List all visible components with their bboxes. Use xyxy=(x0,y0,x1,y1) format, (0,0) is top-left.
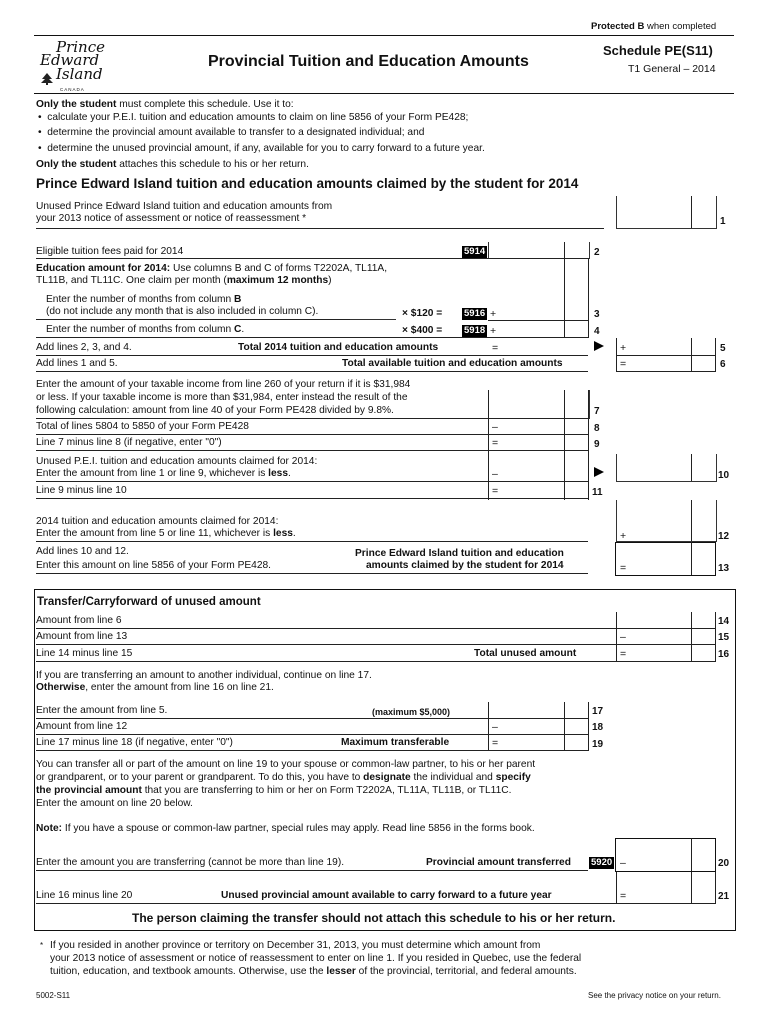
attach-line xyxy=(36,159,309,171)
line12-text-b xyxy=(36,528,296,540)
logo-canada: CANADA xyxy=(60,87,85,92)
line13-amount-field[interactable] xyxy=(615,542,716,576)
line14-underline xyxy=(36,628,716,629)
protected-b: Protected B xyxy=(591,21,645,32)
transfer-para-1: You can transfer all or part of the amount on line 19 to your spouse or common-law partner, to his or her parent xyxy=(36,759,536,770)
protected-label xyxy=(591,21,716,33)
line21-right: Unused provincial amount available to carry forward to a future year xyxy=(221,890,552,901)
line5-right: Total 2014 tuition and education amounts xyxy=(238,342,439,353)
line20-left: Enter the amount you are transferring (cannot be more than line 19). xyxy=(36,857,345,868)
line5-underline xyxy=(36,355,588,356)
line9-equals: = xyxy=(492,437,499,449)
line1-underline xyxy=(36,228,604,229)
line18-minus: – xyxy=(492,721,498,733)
line18-text: Amount from line 12 xyxy=(36,721,128,732)
line11-underline xyxy=(36,498,588,499)
footnote-star: * xyxy=(40,941,44,950)
footnote-2: your 2013 notice of assessment or notice of reassessment to enter on line 1. If you resided in Quebec, use the federal xyxy=(50,953,582,964)
line17-19-left xyxy=(488,702,489,751)
section2-heading: Transfer/Carryforward of unused amount xyxy=(37,596,261,608)
line8-minus: – xyxy=(492,421,498,433)
l10-end: . xyxy=(288,468,291,479)
line10-arrow-icon xyxy=(594,467,604,477)
line21-left-edge xyxy=(616,872,617,904)
line1-cents-divider xyxy=(691,196,692,228)
bullet-2-text: determine the provincial amount available to transfer to a designated individual; and xyxy=(47,127,425,138)
line11-equals: = xyxy=(492,485,499,497)
p3-a: the provincial amount xyxy=(36,785,142,796)
line10-text-a: Unused P.E.I. tuition and education amounts claimed for 2014: xyxy=(36,456,318,467)
line-number-15: 15 xyxy=(718,632,730,643)
line7-cents-divider xyxy=(564,390,565,500)
line3-text-a xyxy=(46,294,241,306)
line4-underline xyxy=(36,337,588,338)
instruction-2 xyxy=(36,682,274,694)
line5-plus: + xyxy=(620,342,627,354)
line-number-12: 12 xyxy=(718,531,730,542)
right-col-divider-a xyxy=(616,338,617,372)
intro-bold: Only the student xyxy=(36,99,117,110)
line7-text-c: following calculation: amount from line 40 of your Form PE428 divided by 9.8%. xyxy=(36,405,394,416)
p2-b: designate xyxy=(363,772,411,783)
line14-16-right xyxy=(715,612,716,662)
inst2-bold: Otherwise xyxy=(36,682,86,693)
bullet-3: • determine the unused provincial amount, if any, available for you to carry forward to a future year. xyxy=(38,143,485,154)
line10-cents-divider xyxy=(691,454,692,481)
line-number-4: 4 xyxy=(594,326,600,337)
p2-a: or grandparent, or to your parent or grandparent. To do this, you have to xyxy=(36,772,364,783)
form-id: T1 General – 2014 xyxy=(628,63,716,75)
line21-underline xyxy=(36,903,716,904)
bullet-1-text: calculate your P.E.I. tuition and education amounts to claim on line 5856 of your Form PE428; xyxy=(47,112,469,123)
code-5918: 5918 xyxy=(464,325,486,336)
line7-right-edge xyxy=(588,390,589,500)
line-number-16: 16 xyxy=(718,649,730,660)
intro-line xyxy=(36,99,294,111)
line-number-21: 21 xyxy=(718,891,730,902)
line-number-3: 3 xyxy=(594,309,600,320)
line15-minus: – xyxy=(620,631,626,643)
line20-underline xyxy=(36,870,588,871)
page-title: Provincial Tuition and Education Amounts xyxy=(208,53,529,70)
transfer-para-4: Enter the amount on line 20 below. xyxy=(36,798,193,809)
logo-prince: Prince xyxy=(56,38,105,56)
edu-amount-text xyxy=(36,263,387,275)
line4-plus: + xyxy=(490,325,497,337)
line-number-6: 6 xyxy=(720,359,726,370)
line2-text: Eligible tuition fees paid for 2014 xyxy=(36,246,184,257)
line1-text-b: your 2013 notice of assessment or notice of reassessment * xyxy=(36,213,307,224)
line13-underline xyxy=(36,573,588,574)
line20-right: Provincial amount transferred xyxy=(426,857,571,868)
line12-text-a: 2014 tuition and education amounts claimed for 2014: xyxy=(36,516,279,527)
note-bold: Note: xyxy=(36,823,63,834)
f3-b: lesser xyxy=(326,966,356,977)
edu2-a: TL11B, and TL11C. One claim per month ( xyxy=(36,275,227,286)
line12-cents-divider xyxy=(691,500,692,541)
p2-c: the individual and xyxy=(410,772,496,783)
attach-bold: Only the student xyxy=(36,159,117,170)
line5-field-underline xyxy=(616,355,715,356)
line11-text: Line 9 minus line 10 xyxy=(36,485,127,496)
line17-19-cents xyxy=(564,702,565,751)
line-number-13: 13 xyxy=(718,563,730,574)
tree-icon xyxy=(40,72,54,84)
line3-right-edge xyxy=(588,258,589,338)
code-5914: 5914 xyxy=(464,246,486,257)
line4-text xyxy=(46,324,244,336)
edu-bold: Education amount for 2014: xyxy=(36,263,171,274)
schedule-id: Schedule PE(S11) xyxy=(603,43,713,58)
attach-rest: attaches this schedule to his or her return. xyxy=(116,159,309,170)
transfer-para-3 xyxy=(36,785,511,797)
line14-16-left xyxy=(616,612,617,662)
line6-right: Total available tuition and education amounts xyxy=(342,358,563,369)
line15-text: Amount from line 13 xyxy=(36,631,128,642)
bullet-1: • calculate your P.E.I. tuition and education amounts to claim on line 5856 of your Form PE428; xyxy=(38,112,469,123)
line9-text: Line 7 minus line 8 (if negative, enter "0") xyxy=(36,437,222,448)
privacy-notice: See the privacy notice on your return. xyxy=(588,991,721,1000)
l10-pre: Enter the amount from line 1 or line 9, whichever is xyxy=(36,468,269,479)
header-top-rule xyxy=(34,35,734,36)
line15-underline xyxy=(36,644,716,645)
line3-field-underline xyxy=(488,320,588,321)
note-line xyxy=(36,823,535,835)
p2-d: specify xyxy=(495,772,531,783)
line7-left-edge xyxy=(488,390,489,500)
section1-heading: Prince Edward Island tuition and education amounts claimed by the student for 2014 xyxy=(36,176,579,191)
line21-cents-divider xyxy=(691,872,692,904)
footnote-1: If you resided in another province or territory on December 31, 2013, you must determine which amount from xyxy=(50,940,541,951)
line5-left: Add lines 2, 3, and 4. xyxy=(36,342,132,353)
line3-cents-divider xyxy=(564,258,565,338)
line-number-20: 20 xyxy=(718,858,730,869)
protected-rest: when completed xyxy=(644,21,717,32)
intro-rest: must complete this schedule. Use it to: xyxy=(116,99,294,110)
line17-text: Enter the amount from line 5. xyxy=(36,705,168,716)
line16-equals: = xyxy=(620,648,627,660)
l12-end: . xyxy=(292,528,296,539)
line13-right-1: Prince Edward Island tuition and education xyxy=(355,548,564,559)
line8-text: Total of lines 5804 to 5850 of your Form PE428 xyxy=(36,421,249,432)
line16-left: Line 14 minus line 15 xyxy=(36,648,133,659)
line3-plus: + xyxy=(490,308,497,320)
line6-underline xyxy=(36,371,588,372)
mult-400: × $400 = xyxy=(402,325,443,336)
f3-c: of the provincial, territorial, and federal amounts. xyxy=(355,966,577,977)
line-number-10: 10 xyxy=(718,470,730,481)
line16-underline xyxy=(36,661,716,662)
line-number-19: 19 xyxy=(592,739,604,750)
l12-pre: Enter the amount from line 5 or line 11, whichever is xyxy=(36,528,274,539)
footnote-3 xyxy=(50,966,577,978)
line-number-17: 17 xyxy=(592,706,604,717)
l4-end: . xyxy=(241,324,245,335)
instruction-1: If you are transferring an amount to another individual, continue on line 17. xyxy=(36,670,372,681)
transfer-warning: The person claiming the transfer should not attach this schedule to his or her return. xyxy=(132,911,616,925)
line20-cents-divider xyxy=(691,838,692,871)
line12-plus: + xyxy=(620,530,627,542)
line-number-11: 11 xyxy=(592,487,603,498)
line-number-1: 1 xyxy=(720,216,726,227)
transfer-para-2 xyxy=(36,772,531,784)
line13-right-2: amounts claimed by the student for 2014 xyxy=(366,560,564,571)
line-number-9: 9 xyxy=(594,439,600,450)
l4-b: C xyxy=(234,324,242,335)
bullet-3-text: determine the unused provincial amount, if any, available for you to carry forward to a future year. xyxy=(47,143,485,154)
edu2-b: maximum 12 months xyxy=(226,275,329,286)
mult-120: × $120 = xyxy=(402,308,443,319)
line-number-8: 8 xyxy=(594,423,600,434)
line6-field-underline xyxy=(616,371,715,372)
line6-equals: = xyxy=(620,358,627,370)
line5-arrow-icon xyxy=(594,341,604,351)
l4-pre: Enter the number of months from column xyxy=(46,324,234,335)
p3-b: that you are transferring to him or her on Form T2202A, TL11A, TL11B, or TL11C. xyxy=(141,785,512,796)
line19-right: Maximum transferable xyxy=(341,737,450,748)
line5-equals: = xyxy=(492,342,499,354)
edu-rest: Use columns B and C of forms T2202A, TL11A, xyxy=(170,263,388,274)
line2-amount-field[interactable] xyxy=(488,242,590,259)
line-number-7: 7 xyxy=(594,406,600,417)
l12-b: less xyxy=(273,528,293,539)
line6-left: Add lines 1 and 5. xyxy=(36,358,118,369)
line9-underline xyxy=(36,450,588,451)
line14-text: Amount from line 6 xyxy=(36,615,122,626)
right-col-cents-a xyxy=(691,338,692,372)
form-code: 5002-S11 xyxy=(36,991,71,1000)
line10-amount-field[interactable] xyxy=(616,454,717,482)
line18-underline xyxy=(36,734,588,735)
inst2-rest: , enter the amount from line 16 on line 21. xyxy=(85,682,274,693)
line13-text-a: Add lines 10 and 12. xyxy=(36,546,129,557)
line13-text-b: Enter this amount on line 5856 of your Form PE428. xyxy=(36,560,272,571)
line7-text-b: or less. If your taxable income is more than $31,984, enter instead the result of the xyxy=(36,392,408,403)
line1-text-a: Unused Prince Edward Island tuition and education amounts from xyxy=(36,201,333,212)
line10-minus: – xyxy=(492,468,498,480)
line-number-2: 2 xyxy=(594,247,600,258)
line12-amount-field[interactable] xyxy=(616,500,717,542)
line19-left: Line 17 minus line 18 (if negative, enter "0") xyxy=(36,737,233,748)
line3-months-field[interactable] xyxy=(350,304,396,320)
line12-underline xyxy=(36,541,588,542)
line17-underline xyxy=(36,718,588,719)
line20-amount-field[interactable] xyxy=(615,838,716,872)
right-col-edge-a xyxy=(715,338,716,372)
edu-amount-text-2 xyxy=(36,275,332,287)
line7-text-a: Enter the amount of your taxable income from line 260 of your return if it is $31,984 xyxy=(36,379,411,390)
logo-island: Island xyxy=(56,65,103,83)
line17-19-right xyxy=(588,702,589,751)
l3-b: B xyxy=(234,294,242,305)
line21-right-edge xyxy=(715,872,716,904)
logo-edward: Edward xyxy=(40,51,100,69)
line19-underline xyxy=(36,750,588,751)
line19-equals: = xyxy=(492,737,499,749)
edu2-c: ) xyxy=(328,275,332,286)
line14-16-cents xyxy=(691,612,692,662)
line13-cents-divider xyxy=(691,542,692,575)
line1-amount-field[interactable] xyxy=(616,196,717,229)
line17-max: (maximum $5,000) xyxy=(372,707,451,717)
f3-a: tuition, education, and textbook amounts. Otherwise, use the xyxy=(50,966,327,977)
header-bottom-rule xyxy=(34,93,734,94)
line3-underline xyxy=(36,319,396,320)
line21-equals: = xyxy=(620,890,627,902)
line3-text-b: (do not include any month that is also included in column C). xyxy=(46,306,319,317)
l3-pre: Enter the number of months from column xyxy=(46,294,234,305)
line21-left: Line 16 minus line 20 xyxy=(36,890,133,901)
note-rest: If you have a spouse or common-law partner, special rules may apply. Read line 5856 in the forms book. xyxy=(62,823,535,834)
line-number-14: 14 xyxy=(718,616,730,627)
line8-underline xyxy=(36,434,588,435)
line10-underline xyxy=(36,481,588,482)
line20-minus: – xyxy=(620,857,626,869)
l10-b: less xyxy=(268,468,288,479)
pei-logo xyxy=(36,38,116,93)
line16-right: Total unused amount xyxy=(474,648,577,659)
line2-underline xyxy=(36,258,588,259)
line2-cents-divider xyxy=(564,242,565,258)
line-number-5: 5 xyxy=(720,343,726,354)
code-5916: 5916 xyxy=(464,308,486,319)
line10-text-b xyxy=(36,468,291,480)
line13-equals: = xyxy=(620,562,627,574)
bullet-2: • determine the provincial amount available to transfer to a designated individual; and xyxy=(38,127,425,138)
line7-amount-field[interactable] xyxy=(488,390,590,419)
line7-underline xyxy=(36,418,588,419)
line-number-18: 18 xyxy=(592,722,604,733)
code-5920: 5920 xyxy=(591,857,613,868)
